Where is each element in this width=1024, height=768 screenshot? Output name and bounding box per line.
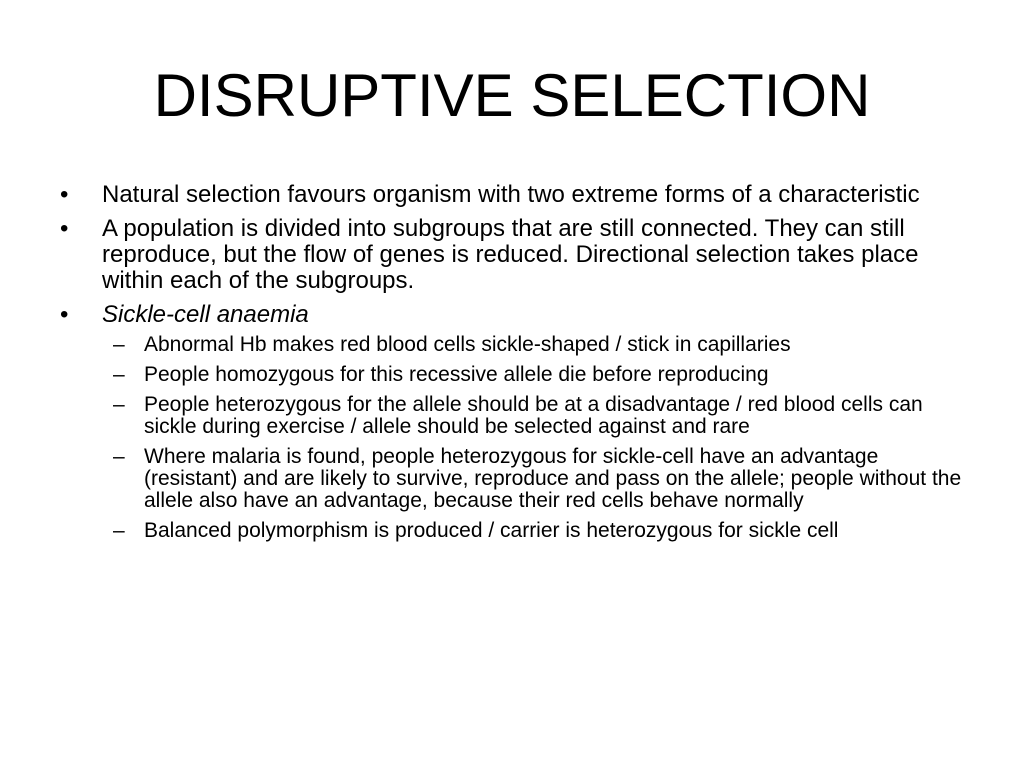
bullet-icon: • [60, 181, 69, 208]
dash-icon: – [113, 333, 125, 356]
sub-bullet-text: Abnormal Hb makes red blood cells sickle-shaped / stick in capillaries [144, 333, 791, 356]
sub-bullet-item [101, 446, 970, 512]
bullet-item-natural-selection [60, 182, 970, 208]
sub-bullet-item [101, 334, 970, 356]
bullet-item-population [60, 216, 970, 294]
slide-title: DISRUPTIVE SELECTION [153, 62, 871, 129]
dash-icon: – [113, 393, 125, 416]
bullet-icon: • [60, 215, 69, 242]
dash-icon: – [113, 363, 125, 386]
dash-icon: – [113, 445, 125, 468]
sub-bullet-text: Balanced polymorphism is produced / carrier is heterozygous for sickle cell [144, 519, 839, 542]
bullet-item-sickle-cell [60, 302, 970, 542]
sub-bullet-item [101, 394, 970, 438]
bullet-icon: • [60, 301, 69, 328]
slide-body [60, 182, 970, 550]
sub-bullet-item [101, 520, 970, 542]
sub-bullet-text: People homozygous for this recessive allele die before reproducing [144, 363, 769, 386]
sub-bullet-text: Where malaria is found, people heterozygous for sickle-cell have an advantage (resistant) and are likely to survive, reproduce and pass on the allele; people without the allele also have an advantage, because their red cells behave normally [144, 445, 962, 512]
bullet-text: Natural selection favours organism with two extreme forms of a characteristic [102, 181, 920, 208]
bullet-text: A population is divided into subgroups that are still connected. They can still reproduce, but the flow of genes is reduced. Directional selection takes place within each of the subgroups. [102, 215, 919, 294]
sub-bullet-list [102, 334, 970, 542]
sub-bullet-item [101, 364, 970, 386]
sub-bullet-text: People heterozygous for the allele should be at a disadvantage / red blood cells can sickle during exercise / allele should be selected against and rare [144, 393, 923, 438]
bullet-text: Sickle-cell anaemia [102, 301, 309, 328]
dash-icon: – [113, 519, 125, 542]
bullet-list [60, 182, 970, 542]
